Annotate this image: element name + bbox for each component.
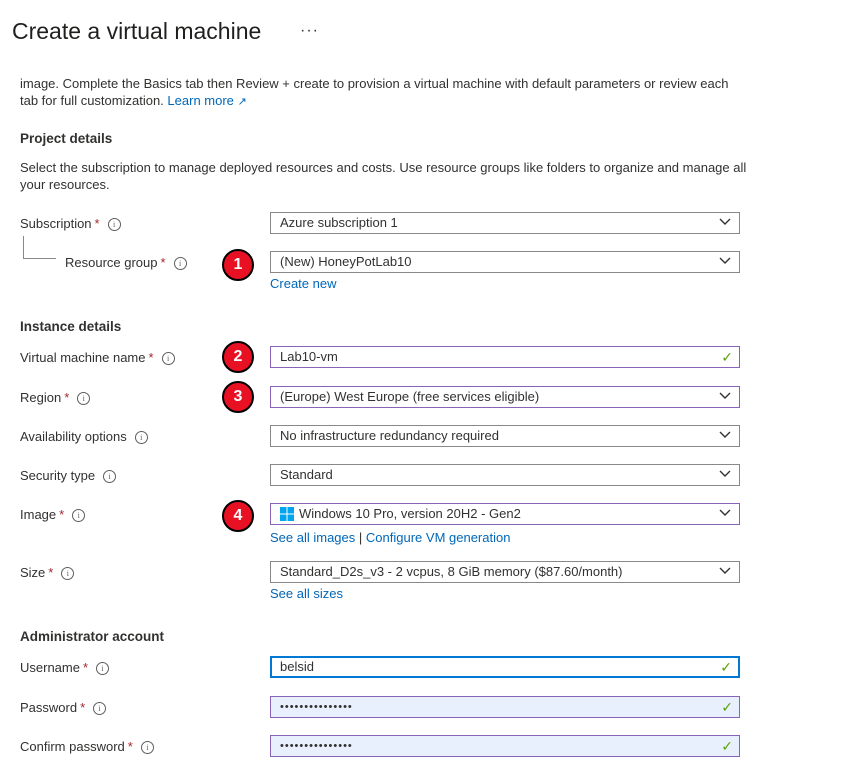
subscription-label: Subscription * i — [20, 216, 121, 231]
region-dropdown[interactable]: (Europe) West Europe (free services eligible) — [270, 386, 740, 408]
chevron-down-icon — [719, 509, 731, 517]
tree-connector — [23, 258, 56, 259]
page-title: Create a virtual machine — [12, 18, 262, 44]
info-icon[interactable]: i — [61, 567, 74, 580]
image-links — [270, 530, 510, 545]
availability-label: Availability options i — [20, 429, 148, 444]
checkmark-icon: ✓ — [721, 699, 733, 715]
password-label: Password * i — [20, 700, 106, 715]
tree-connector — [23, 236, 24, 258]
vm-name-label: Virtual machine name * i — [20, 350, 175, 365]
username-label: Username * i — [20, 660, 109, 675]
administrator-account-heading: Administrator account — [20, 629, 165, 644]
chevron-down-icon — [719, 218, 731, 226]
checkmark-icon: ✓ — [721, 738, 733, 754]
info-icon[interactable]: i — [77, 392, 90, 405]
size-dropdown[interactable]: Standard_D2s_v3 - 2 vcpus, 8 GiB memory ($87.60/month) — [270, 561, 740, 583]
step-badge-3: 3 — [222, 381, 254, 413]
project-details-description: Select the subscription to manage deployed resources and costs. Use resource groups like folders to organize and manage all your resources. — [20, 160, 747, 192]
info-icon[interactable]: i — [103, 470, 116, 483]
intro-body: image. Complete the Basics tab then Review + create to provision a virtual machine with default parameters or review each tab for full customization. — [20, 76, 729, 108]
create-new-link[interactable]: Create new — [270, 276, 337, 291]
checkmark-icon: ✓ — [720, 659, 732, 675]
info-icon[interactable]: i — [162, 352, 175, 365]
username-input[interactable]: belsid ✓ — [270, 656, 740, 678]
info-icon[interactable]: i — [93, 702, 106, 715]
password-input[interactable]: ••••••••••••••• ✓ — [270, 696, 740, 718]
region-label: Region * i — [20, 390, 90, 405]
availability-dropdown[interactable]: No infrastructure redundancy required — [270, 425, 740, 447]
link-separator: | — [358, 530, 363, 545]
learn-more-link[interactable]: Learn more ↗ — [167, 93, 247, 108]
project-details-heading: Project details — [20, 131, 113, 146]
security-type-label: Security type i — [20, 468, 116, 483]
chevron-down-icon — [719, 257, 731, 265]
info-icon[interactable]: i — [141, 741, 154, 754]
info-icon[interactable]: i — [96, 662, 109, 675]
see-all-images-link[interactable]: See all images — [270, 530, 356, 545]
instance-details-heading: Instance details — [20, 319, 122, 334]
chevron-down-icon — [719, 470, 731, 478]
more-options-button[interactable]: ··· — [300, 22, 319, 39]
intro-text — [20, 75, 750, 111]
configure-vm-generation-link[interactable]: Configure VM generation — [365, 530, 511, 545]
external-link-icon: ↗ — [237, 96, 247, 108]
image-dropdown[interactable]: Windows 10 Pro, version 20H2 - Gen2 — [270, 503, 740, 525]
windows-logo-icon — [280, 507, 294, 521]
vm-name-input[interactable]: Lab10-vm ✓ — [270, 346, 740, 368]
image-label: Image * i — [20, 507, 85, 522]
step-badge-2: 2 — [222, 341, 254, 373]
subscription-dropdown[interactable]: Azure subscription 1 — [270, 212, 740, 234]
security-type-dropdown[interactable]: Standard — [270, 464, 740, 486]
confirm-password-label: Confirm password * i — [20, 739, 154, 754]
required-mark: * — [94, 216, 100, 231]
info-icon[interactable]: i — [72, 509, 85, 522]
chevron-down-icon — [719, 431, 731, 439]
size-label: Size * i — [20, 565, 74, 580]
chevron-down-icon — [719, 392, 731, 400]
checkmark-icon: ✓ — [721, 349, 733, 365]
info-icon[interactable]: i — [108, 218, 121, 231]
see-all-sizes-link[interactable]: See all sizes — [270, 586, 343, 601]
step-badge-1: 1 — [222, 249, 254, 281]
confirm-password-input[interactable]: ••••••••••••••• ✓ — [270, 735, 740, 757]
info-icon[interactable]: i — [174, 257, 187, 270]
resource-group-label: Resource group * i — [65, 255, 187, 270]
step-badge-4: 4 — [222, 500, 254, 532]
info-icon[interactable]: i — [135, 431, 148, 444]
resource-group-dropdown[interactable]: (New) HoneyPotLab10 — [270, 251, 740, 273]
chevron-down-icon — [719, 567, 731, 575]
